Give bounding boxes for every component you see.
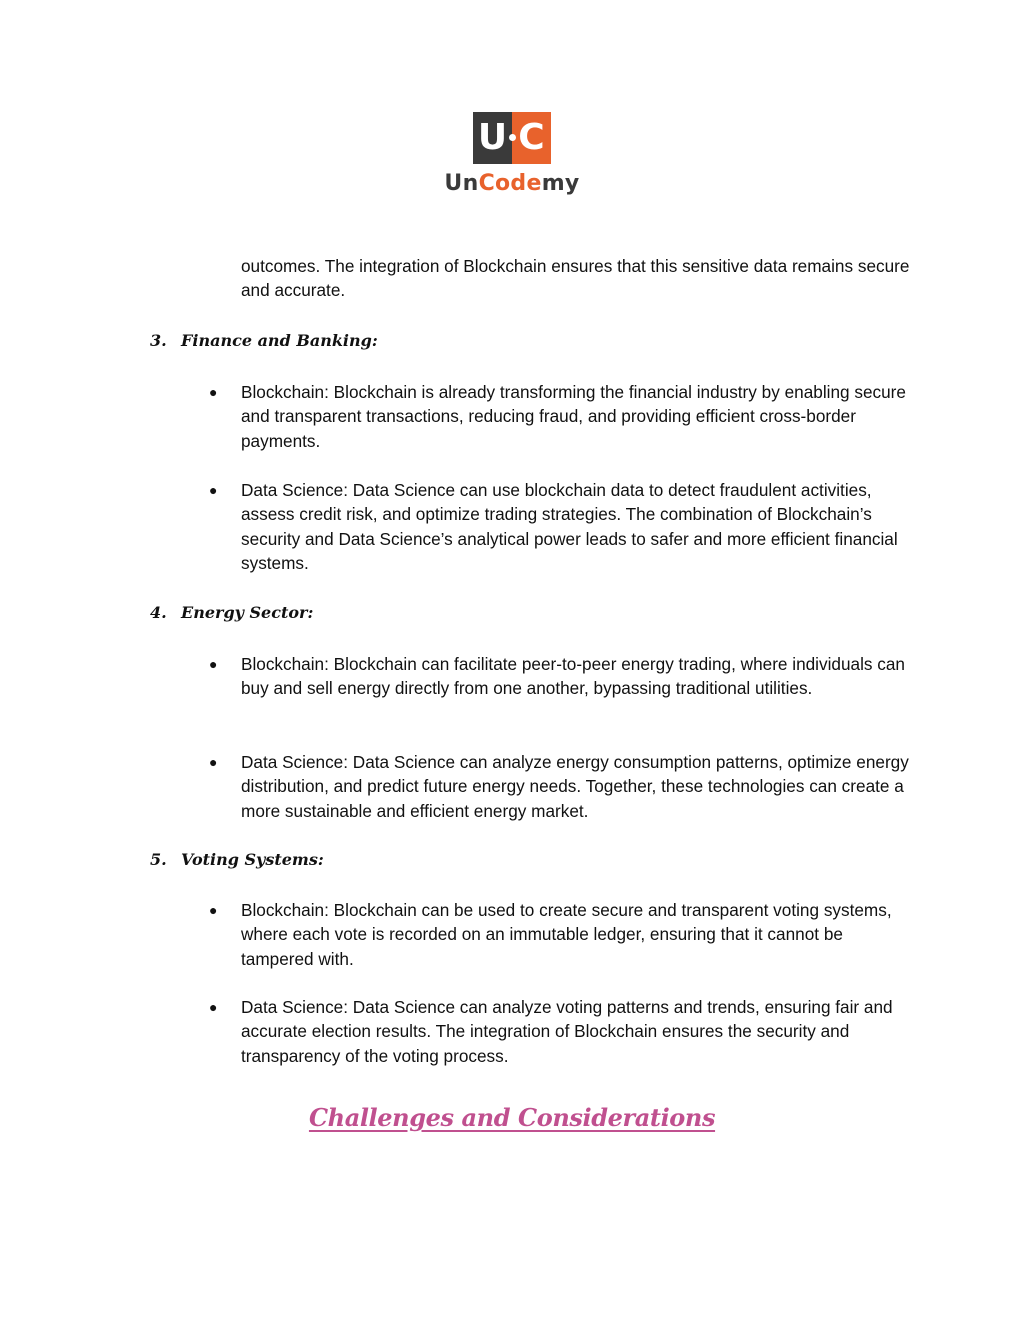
logo-word-my: my <box>541 171 580 196</box>
voting-blockchain-paragraph: Blockchain: Blockchain can be used to create secure and transparent voting systems, where each vote is recorded on an immutable ledger, ensuring that it cannot be tampered with. <box>241 900 892 969</box>
section-heading-finance <box>150 329 378 353</box>
section-number: 4. <box>150 603 167 622</box>
energy-blockchain-paragraph: Blockchain: Blockchain can facilitate peer-to-peer energy trading, where individuals can buy and sell energy directly from one another, bypassing traditional utilities. <box>241 654 905 699</box>
challenges-heading: Challenges and Considerations <box>308 1103 716 1132</box>
logo-dot <box>509 134 516 141</box>
section-number: 3. <box>150 331 167 350</box>
logo-mark <box>473 112 551 164</box>
bullet-icon: ● <box>209 482 218 498</box>
logo-mark-c <box>512 112 551 164</box>
logo-word-un: Un <box>444 171 479 196</box>
uncodemy-logo <box>444 112 580 200</box>
finance-datascience-paragraph: Data Science: Data Science can use blockchain data to detect fraudulent activities, assess credit risk, and optimize trading strategies. The combination of Blockchain’s security and Data Science’s analytical power leads to safer and more efficient financial systems. <box>241 480 898 574</box>
logo-letter-c: C <box>518 117 545 158</box>
bullet-icon: ● <box>209 384 218 400</box>
section-heading-voting <box>150 848 324 872</box>
bullet-icon: ● <box>209 999 218 1015</box>
bullet-icon: ● <box>209 656 218 672</box>
bullet-icon: ● <box>209 902 218 918</box>
section-title: Voting Systems: <box>181 850 324 869</box>
section-title: Energy Sector: <box>181 603 314 622</box>
bullet-icon: ● <box>209 754 218 770</box>
logo-wordmark <box>444 170 580 198</box>
logo-mark-u <box>473 112 512 164</box>
energy-datascience-paragraph: Data Science: Data Science can analyze energy consumption patterns, optimize energy distribution, and predict future energy needs. Together, these technologies can create a more sustainable and efficient energy market. <box>241 752 909 821</box>
section-heading-energy <box>150 601 313 625</box>
section-number: 5. <box>150 850 167 869</box>
finance-blockchain-paragraph: Blockchain: Blockchain is already transforming the financial industry by enabling secure and transparent transactions, reducing fraud, and providing efficient cross-border payments. <box>241 382 906 451</box>
voting-datascience-paragraph: Data Science: Data Science can analyze voting patterns and trends, ensuring fair and accurate election results. The integration of Blockchain ensures the security and transparency of the voting process. <box>241 997 893 1066</box>
section-title: Finance and Banking: <box>181 331 378 350</box>
logo-word-code: Code <box>478 171 542 196</box>
intro-paragraph: outcomes. The integration of Blockchain ensures that this sensitive data remains secure and accurate. <box>241 256 910 301</box>
logo-letter-u: U <box>477 117 508 158</box>
